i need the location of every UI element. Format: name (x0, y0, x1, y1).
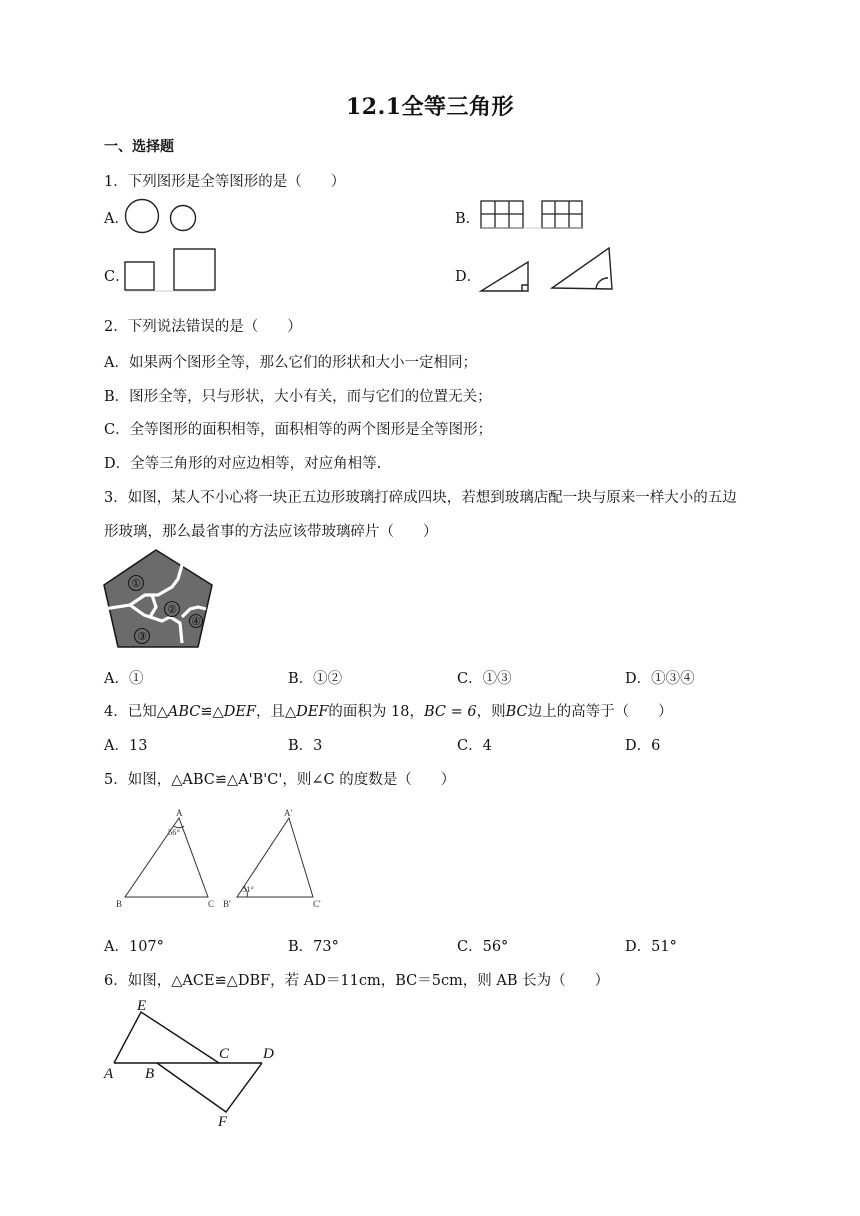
vertex-a: A (176, 808, 183, 818)
q1-figure-d (478, 245, 618, 297)
q1-stem: 1．下列图形是全等图形的是（ ） (104, 174, 346, 190)
obtuse-triangle (552, 248, 612, 289)
q1-option-a[interactable]: A． (104, 211, 129, 227)
point-f: F (218, 1114, 228, 1130)
point-d: D (263, 1046, 274, 1062)
q1-option-c[interactable]: C． (104, 269, 130, 285)
q3-option-d[interactable]: D．①③④ (625, 671, 695, 687)
vertex-c-prime: C' (313, 899, 321, 909)
q1-figure-c (122, 246, 222, 296)
q1-option-b[interactable]: B． (455, 211, 481, 227)
fragment-label-4: ④ (191, 616, 201, 628)
q5-stem: 5．如图，△ABC≌△A'B'C'，则∠C 的度数是（ ） (104, 772, 456, 788)
point-e: E (137, 998, 147, 1014)
fragment-label-2: ② (167, 604, 177, 616)
section-heading: 一、选择题 (104, 139, 174, 155)
q4-equation: BC = 6 (423, 704, 477, 720)
vertex-a-prime: A' (284, 808, 293, 818)
q5-option-d[interactable]: D．51° (625, 939, 677, 955)
q3-option-b[interactable]: B．①② (288, 671, 343, 687)
q4-option-a[interactable]: A．13 (104, 738, 148, 754)
large-square (174, 249, 215, 290)
point-a: A (104, 1066, 114, 1082)
triangle-abc (125, 818, 208, 897)
q2-option-b[interactable]: B．图形全等，只与形状，大小有关，而与它们的位置无关； (104, 389, 492, 405)
fragment-label-1: ① (131, 578, 141, 590)
q6-triangles-figure (100, 995, 300, 1130)
angle-a-label: 56° (168, 827, 180, 837)
q3-stem-line1: 3．如图，某人不小心将一块正五边形玻璃打碎成四块，若想到玻璃店配一块与原来一样大小的五边 (104, 490, 737, 506)
right-triangle (481, 262, 528, 291)
q1-figure-a (120, 196, 210, 238)
q1-option-d[interactable]: D． (455, 269, 482, 285)
q4-option-c[interactable]: C．4 (457, 738, 492, 754)
q4-triangle-abc: △ABC (156, 704, 201, 720)
point-c: C (219, 1046, 230, 1062)
q3-option-a[interactable]: A．① (104, 671, 144, 687)
q5-option-c[interactable]: C．56° (457, 939, 509, 955)
triangle-dbf (157, 1063, 262, 1112)
q4-option-d[interactable]: D．6 (625, 738, 661, 754)
triangle-ace (114, 1012, 219, 1063)
small-square (125, 262, 154, 290)
fragment-label-3: ③ (137, 631, 147, 643)
q4-stem: 4．已知△ABC≌△DEF，且△DEF的面积为 18，BC = 6，则BC边上的高等于（ ） (104, 704, 673, 720)
q3-pentagon-figure (100, 547, 220, 657)
large-circle (126, 200, 159, 233)
angle-b-prime-label: 51° (242, 884, 254, 894)
q4-triangle-def: △DEF (212, 704, 256, 720)
q2-stem: 2．下列说法错误的是（ ） (104, 319, 302, 335)
page-title: 12.1全等三角形 (345, 94, 515, 120)
q5-triangles-figure (110, 806, 330, 916)
q4-option-b[interactable]: B．3 (288, 738, 323, 754)
vertex-c: C (208, 899, 215, 909)
q3-option-c[interactable]: C．①③ (457, 671, 512, 687)
q5-option-b[interactable]: B．73° (288, 939, 339, 955)
q1-figure-b (478, 197, 588, 233)
q2-option-d[interactable]: D．全等三角形的对应边相等，对应角相等. (104, 456, 382, 472)
point-b: B (145, 1066, 155, 1082)
q6-stem: 6．如图，△ACE≌△DBF，若 AD＝11cm，BC＝5cm，则 AB 长为（ ） (104, 973, 610, 989)
q5-option-a[interactable]: A．107° (104, 939, 164, 955)
q2-option-c[interactable]: C．全等图形的面积相等，面积相等的两个图形是全等图形； (104, 422, 493, 438)
q3-stem-line2: 形玻璃，那么最省事的方法应该带玻璃碎片（ ） (104, 524, 438, 540)
small-circle (171, 206, 196, 231)
vertex-b: B (116, 899, 123, 909)
q2-option-a[interactable]: A．如果两个图形全等，那么它们的形状和大小一定相同； (104, 355, 477, 371)
vertex-b-prime: B' (223, 899, 231, 909)
